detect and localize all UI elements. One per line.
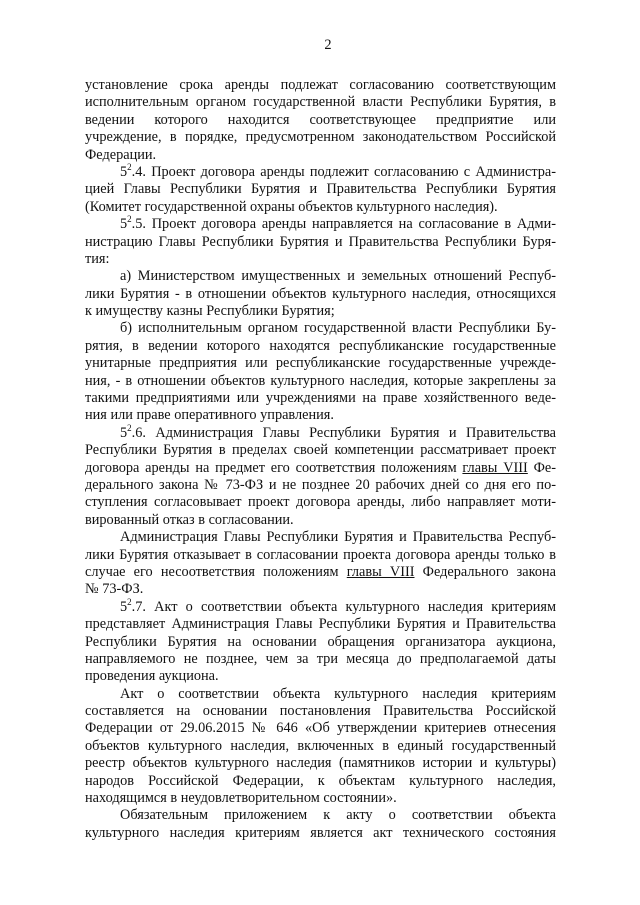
text-line xyxy=(85,373,556,390)
text-segment: исполнительным органом государственной власти Республики Бурятия, в xyxy=(85,94,556,111)
text-segment: а) Министерством имущественных и земельных отношений Респуб- xyxy=(120,268,556,285)
text-segment: реестр объектов культурного наследия (памятников истории и культуры) xyxy=(85,755,556,772)
text-line xyxy=(85,251,556,268)
text-line xyxy=(85,807,556,824)
text-segment: 5 xyxy=(120,216,128,233)
text-line xyxy=(85,668,556,685)
paragraph xyxy=(85,268,556,320)
text-line xyxy=(85,460,556,477)
text-line xyxy=(85,738,556,755)
superscript: 2 xyxy=(127,161,132,172)
text-line xyxy=(85,338,556,355)
paragraph xyxy=(85,596,556,686)
text-segment: составляется на основании постановления Правительства Российской xyxy=(85,703,556,720)
superscript: 2 xyxy=(127,596,132,607)
paragraph xyxy=(85,320,556,424)
text-segment: .4. Проект договора аренды подлежит согласованию с Администра- xyxy=(131,163,556,180)
text-segment: Администрация Главы Республики Бурятия и Правительства Респуб- xyxy=(120,529,556,546)
text-segment: к имуществу казны Республики Бурятия; xyxy=(85,303,335,320)
text-line xyxy=(85,442,556,459)
text-line xyxy=(85,825,556,842)
text-line xyxy=(85,390,556,407)
text-segment: ния, - в отношении объектов культурного наследия, которые закреплены за xyxy=(85,372,556,389)
text-line xyxy=(85,477,556,494)
text-segment: учреждение, в порядке, предусмотренном законодательством Российской xyxy=(85,129,556,146)
paragraph xyxy=(85,686,556,808)
superscript: 2 xyxy=(127,422,132,433)
text-line xyxy=(85,234,556,251)
text-line xyxy=(85,94,556,111)
text-line xyxy=(85,77,556,94)
text-segment: унитарные предприятия или республиканские государственные учрежде- xyxy=(85,355,556,372)
paragraph xyxy=(85,529,556,599)
text-line xyxy=(85,686,556,703)
text-segment: тия: xyxy=(85,250,110,267)
text-segment: ния или праве оперативного управления. xyxy=(85,407,334,424)
paragraph xyxy=(85,216,556,268)
text-segment: Федерального закона xyxy=(414,563,556,580)
text-line xyxy=(85,422,556,442)
text-line xyxy=(85,564,556,581)
text-segment: ступления согласовывает проект договора аренды, либо направляет моти- xyxy=(85,494,556,511)
text-segment: направляемого не позднее, чем за три месяца до предполагаемой даты xyxy=(85,650,556,667)
text-line xyxy=(85,494,556,511)
text-segment: проведения аукциона. xyxy=(85,668,219,685)
text-segment: Республики Бурятия на основании обращения организатора аукциона, xyxy=(85,633,556,650)
text-line xyxy=(85,112,556,129)
text-line xyxy=(85,320,556,337)
text-segment: Федерации. xyxy=(85,146,157,163)
text-line xyxy=(85,634,556,651)
text-line xyxy=(85,651,556,668)
text-segment: лики Бурятия отказывает в согласовании проекта договора аренды только в xyxy=(85,546,556,563)
text-segment: 5 xyxy=(120,424,128,441)
text-segment: культурного наследия критериям является акт технического состояния xyxy=(85,824,556,841)
paragraph xyxy=(85,422,557,529)
paragraph xyxy=(85,161,556,216)
text-line xyxy=(85,596,556,616)
text-line xyxy=(85,512,556,529)
text-line xyxy=(85,547,556,564)
superscript: 2 xyxy=(127,214,132,225)
text-line xyxy=(85,355,556,372)
text-line xyxy=(85,161,556,181)
text-line xyxy=(85,129,556,146)
text-line xyxy=(85,147,556,164)
text-segment: договора аренды на предмет его соответствия положениям xyxy=(85,459,463,476)
text-segment: цией Главы Республики Бурятия и Правительства Республики Бурятия xyxy=(85,181,556,198)
text-segment: Республики Бурятия в пределах своей компетенции рассматривает проект xyxy=(85,442,556,459)
text-segment: случае его несоответствия положениям xyxy=(85,563,347,580)
text-segment: Акт о соответствии объекта культурного наследия критериям xyxy=(120,685,556,702)
text-line xyxy=(85,755,556,772)
document-body xyxy=(85,77,556,842)
text-line xyxy=(85,773,556,790)
text-segment: ведении которого находится соответствующее предприятие или xyxy=(85,111,556,128)
text-segment: рятия, в ведении которого находятся республиканские государственные xyxy=(85,337,556,354)
text-segment: б) исполнительным органом государственной власти Республики Бу- xyxy=(120,320,556,337)
text-line xyxy=(85,286,556,303)
text-line xyxy=(85,616,556,633)
text-segment: установление срока аренды подлежат согласованию соответствующим xyxy=(85,77,556,93)
text-line xyxy=(85,216,556,233)
law-chapter-link[interactable]: главы VIII xyxy=(462,459,528,476)
paragraph xyxy=(85,807,556,842)
text-line xyxy=(85,720,556,737)
text-segment: народов Российской Федерации, к объектам культурного наследия, xyxy=(85,772,556,789)
text-segment: представляет Администрация Главы Республики Бурятия и Правительства xyxy=(85,616,556,633)
paragraph xyxy=(85,77,556,164)
text-segment: .5. Проект договора аренды направляется на согласование в Адми- xyxy=(131,216,556,233)
text-segment: находящимся в неудовлетворительном состоянии». xyxy=(85,790,397,807)
text-segment: лики Бурятия - в отношении объектов культурного наследия, относящихся xyxy=(85,285,556,302)
text-segment: .6. Администрация Главы Республики Бурятия и Правительства xyxy=(131,424,556,441)
text-line xyxy=(85,303,556,320)
text-line xyxy=(85,268,556,285)
text-segment: такими предприятиями или учреждениями на праве хозяйственного веде- xyxy=(85,390,556,407)
text-segment: Федерации от 29.06.2015 № 646 «Об утверждении критериев отнесения xyxy=(85,720,556,737)
text-line xyxy=(85,407,556,424)
text-segment: № 73-ФЗ. xyxy=(85,581,144,598)
page-number: 2 xyxy=(324,37,332,53)
text-line xyxy=(85,581,556,598)
law-chapter-link[interactable]: главы VIII xyxy=(346,563,415,580)
text-segment: дерального закона № 73-ФЗ и не позднее 20 рабочих дней со дня его по- xyxy=(85,476,556,493)
text-segment: .7. Акт о соответствии объекта культурного наследия критериям xyxy=(131,598,556,615)
text-line xyxy=(85,703,556,720)
text-line xyxy=(85,181,556,198)
text-segment: (Комитет государственной охраны объектов культурного наследия). xyxy=(85,198,498,215)
text-segment: Фе- xyxy=(527,459,557,476)
text-segment: нистрацию Главы Республики Бурятия и Правительства Республики Буря- xyxy=(85,233,556,250)
text-segment: 5 xyxy=(120,163,128,180)
text-segment: Обязательным приложением к акту о соответствии объекта xyxy=(120,807,556,824)
text-segment: 5 xyxy=(120,598,128,615)
text-segment: объектов культурного наследия, включенных в единый государственный xyxy=(85,737,556,754)
text-segment: вированный отказ в согласовании. xyxy=(85,511,294,528)
text-line xyxy=(85,790,556,807)
text-line xyxy=(85,199,556,216)
text-line xyxy=(85,529,556,546)
